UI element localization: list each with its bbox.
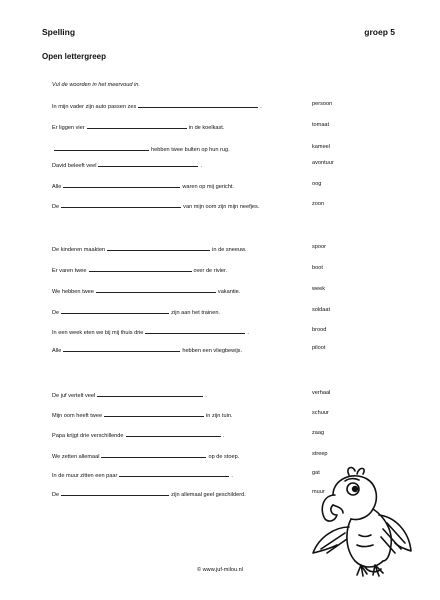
sentence-end: . — [222, 433, 225, 439]
sentence-end: vakantie. — [217, 289, 241, 295]
singular-word: schuur — [312, 410, 329, 416]
exercise-row — [52, 122, 382, 132]
parrot-illustration — [305, 465, 415, 580]
sentence-end: zijn allemaal geel geschilderd. — [171, 492, 246, 498]
exercise-row — [52, 307, 382, 317]
answer-blank[interactable] — [98, 160, 198, 167]
sentence-start: In een week eten we bij mij thuis drie — [52, 330, 144, 336]
sentence-start: Alle — [52, 184, 62, 190]
answer-blank[interactable] — [54, 144, 149, 151]
exercise-row — [52, 244, 382, 254]
exercise-sentence — [52, 410, 233, 419]
exercise-row — [52, 286, 382, 296]
exercise-sentence — [52, 244, 246, 253]
exercise-sentence — [52, 390, 207, 399]
singular-word: kameel — [312, 144, 331, 150]
sentence-start: Alle — [52, 348, 62, 354]
singular-word: soldaat — [312, 307, 331, 313]
exercise-sentence — [52, 160, 202, 169]
exercise-sentence — [52, 470, 233, 479]
exercise-row — [52, 451, 382, 461]
sentence-start: We zetten allemaal — [52, 454, 100, 460]
sentence-end: hebben twee bulten op hun rug. — [151, 147, 230, 153]
answer-blank[interactable] — [126, 430, 221, 437]
exercise-row — [52, 201, 382, 211]
sentence-start: David beleeft veel — [52, 163, 97, 169]
exercise-sentence — [52, 122, 224, 131]
singular-word: spoor — [312, 244, 326, 250]
answer-blank[interactable] — [119, 470, 229, 477]
exercise-row — [52, 160, 382, 170]
answer-blank[interactable] — [61, 307, 169, 314]
sentence-end: op de stoep. — [208, 454, 240, 460]
answer-blank[interactable] — [89, 265, 192, 272]
answer-blank[interactable] — [107, 244, 210, 251]
sentence-start: De juf vertelt veel — [52, 393, 96, 399]
worksheet-title: Open lettergreep — [42, 52, 107, 61]
singular-word: gat — [312, 470, 320, 476]
sentence-end: in de sneeuw. — [212, 247, 247, 253]
exercise-row — [52, 390, 382, 400]
exercise-sentence — [52, 286, 240, 295]
exercise-sentence — [52, 345, 242, 354]
sentence-start: Mijn oom heeft twee — [52, 413, 103, 419]
exercise-sentence — [52, 451, 239, 460]
exercise-row — [52, 345, 382, 355]
instruction-text: Vul de woorden in het meervoud in. — [52, 82, 140, 88]
sentence-end: van mijn oom zijn mijn neefjes. — [183, 204, 260, 210]
answer-blank[interactable] — [145, 327, 245, 334]
exercise-row — [52, 181, 382, 191]
answer-blank[interactable] — [101, 451, 206, 458]
exercise-sentence — [52, 265, 227, 274]
singular-word: tomaat — [312, 122, 330, 128]
sentence-start: We hebben twee — [52, 289, 94, 295]
exercise-sentence — [52, 489, 246, 498]
exercise-sentence — [52, 144, 230, 153]
singular-word: zaag — [312, 430, 325, 436]
exercise-sentence — [52, 327, 249, 336]
sentence-end: . — [200, 163, 203, 169]
sentence-end: waren op mij gericht. — [182, 184, 234, 190]
singular-word: muur — [312, 489, 325, 495]
exercise-row — [52, 430, 382, 440]
sentence-end: in de koelkast. — [188, 125, 225, 131]
sentence-end: over de rivier. — [193, 268, 228, 274]
singular-word: streep — [312, 451, 328, 457]
footer-credit: © www.juf-milou.nl — [196, 567, 244, 573]
sentence-start: De kinderen maakten — [52, 247, 106, 253]
sentence-start: De — [52, 310, 60, 316]
singular-word: avontuur — [312, 160, 334, 166]
singular-word: boot — [312, 265, 323, 271]
singular-word: week — [312, 286, 326, 292]
exercise-row — [52, 410, 382, 420]
answer-blank[interactable] — [61, 489, 169, 496]
subject-title: Spelling — [42, 27, 76, 37]
exercise-row — [52, 327, 382, 337]
sentence-start: Er liggen vier — [52, 125, 85, 131]
singular-word: oog — [312, 181, 322, 187]
sentence-end: . — [260, 104, 262, 110]
answer-blank[interactable] — [63, 345, 180, 352]
exercise-row — [52, 265, 382, 275]
exercise-row — [52, 101, 382, 111]
sentence-start: De — [52, 492, 60, 498]
sentence-end: . — [205, 393, 207, 399]
sentence-end: . — [231, 473, 233, 479]
singular-word: piloot — [312, 345, 326, 351]
answer-blank[interactable] — [63, 181, 180, 188]
exercise-sentence — [52, 101, 262, 110]
answer-blank[interactable] — [104, 410, 204, 417]
singular-word: persoon — [312, 101, 333, 107]
exercise-sentence — [52, 307, 220, 316]
exercise-sentence — [52, 201, 259, 210]
singular-word: verhaal — [312, 390, 331, 396]
singular-word: brood — [312, 327, 327, 333]
sentence-start: Er varen twee — [52, 268, 87, 274]
answer-blank[interactable] — [138, 101, 258, 108]
exercise-row — [52, 144, 382, 154]
grade-label: groep 5 — [364, 27, 395, 37]
answer-blank[interactable] — [61, 201, 181, 208]
singular-word: zoon — [312, 201, 325, 207]
sentence-start: De — [52, 204, 60, 210]
answer-blank[interactable] — [96, 286, 216, 293]
answer-blank[interactable] — [87, 122, 187, 129]
sentence-start: Papa krijgt drie verschillende — [52, 433, 124, 439]
sentence-end: zijn aan het trainen. — [171, 310, 220, 316]
exercise-sentence — [52, 181, 234, 190]
sentence-end: hebben een vliegbewijs. — [182, 348, 243, 354]
sentence-start: In mijn vader zijn auto passen zes — [52, 104, 137, 110]
sentence-end: in zijn tuin. — [206, 413, 233, 419]
sentence-start: In de muur zitten een paar — [52, 473, 118, 479]
sentence-end: . — [247, 330, 249, 336]
answer-blank[interactable] — [97, 390, 203, 397]
exercise-sentence — [52, 430, 224, 439]
